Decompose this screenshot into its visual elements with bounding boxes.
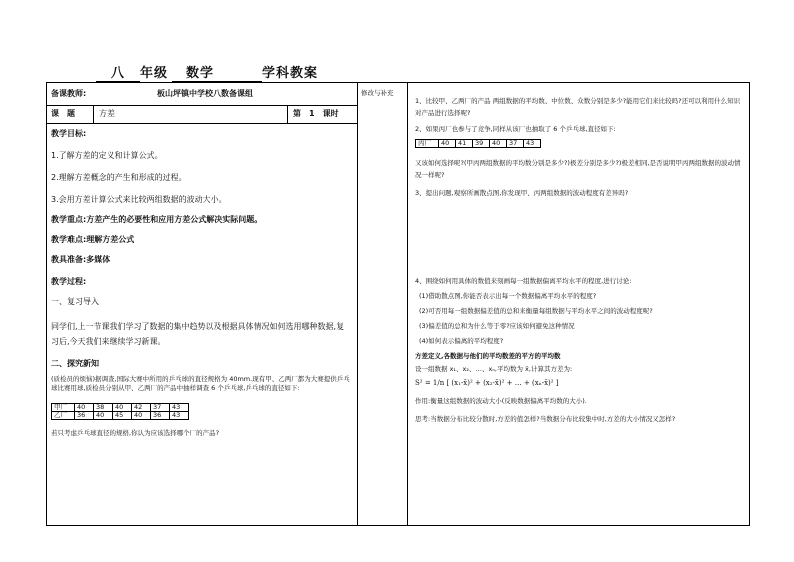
page-title [96,62,318,82]
question-4-item-1: (1)借助散点图,你能否表示出每一个数据偏离平均水平的程度? [419,292,597,300]
table-cell: 43 [170,404,189,412]
table-cell: 36 [75,412,94,420]
question-3: 3、提出问题,观察所画散点图,你发现甲、丙两组数据的波动程度有差异吗? [415,189,629,197]
objective-1: 1.了解方差的定义和计算公式。 [51,151,163,160]
tools: 教具准备:多媒体 [51,255,111,264]
divider-remarks [407,83,408,525]
question-2b: 又该如何选择呢?(甲丙两组数据的平均数分别是多少?)极差分别是多少?)极差相同,是否说明甲丙两组数据的波动情况一样呢? [415,159,741,179]
table-cell: 39 [473,140,490,148]
subject-blank [228,66,262,82]
topic-value: 方差 [99,109,115,118]
variance-setup: 设一组数据 x₁、x₂、…、xₙ,平均数为 x̄,计算其方差为: [415,365,573,373]
question-4: 4、围绕如何用具体的数值来刻画每一组数据偏离平均水平的程度,进行讨论: [415,277,632,285]
factory-question: 若只考虑乒乓球直径的规格,你认为应该选择哪个厂的产品? [51,429,220,437]
step-2-heading: 二、探究新知 [51,359,99,368]
lesson-plan-table [46,82,750,526]
table-cell: 40 [132,412,151,420]
process-title: 教学过程: [51,277,87,286]
teacher-label: 备课教师: [51,89,87,98]
divider-topic-label [93,105,94,123]
question-4-item-2: (2)可否用每一组数据偏差值的总和来衡量每组数据与平均水平之间的波动程度呢? [419,307,653,315]
objectives-title: 教学目标: [51,129,87,138]
row-line-2 [47,123,357,124]
remarks-label: 修改与补充 [361,89,394,97]
table-cell: 36 [151,412,170,420]
bing-factory-table [415,139,541,148]
row-line-1 [47,105,357,106]
table-cell: 38 [94,404,113,412]
table-cell: 37 [507,140,524,148]
subject-value: 数学 [172,62,228,82]
difficulty: 教学难点:理解方差公式 [51,235,135,244]
table-cell: 40 [113,404,132,412]
table-row [416,140,541,148]
objective-2: 2.理解方差概念的产生和形成的过程。 [51,173,187,182]
grade-value: 八 [96,62,140,82]
question-4-item-3: (3)偏差值的总和为什么等于零?应该如何避免这种情况 [419,322,575,330]
table-cell: 40 [490,140,507,148]
title-suffix: 学科教案 [262,66,319,81]
table-cell: 40 [439,140,456,148]
table-cell: 40 [94,412,113,420]
question-2: 2、如果丙厂也参与了竞争,同样从该厂也抽取了 6 个乒乓球,直径如下: [415,125,616,133]
table-row [52,412,189,420]
factory-data-table [51,403,189,420]
table-cell: 37 [151,404,170,412]
table-cell: 45 [113,412,132,420]
lesson-label: 第 1 课时 [293,109,339,118]
intro-paragraph: 同学们,上一节课我们学习了数据的集中趋势以及根据具体情况如何选用哪种数据,复习后,今天我们来继续学习新课。 [51,322,345,346]
table-cell: 40 [75,404,94,412]
table-cell: 41 [456,140,473,148]
table-cell: 丙厂 [416,140,439,148]
divider-main [357,83,358,525]
divider-lesson [287,105,288,123]
variance-think: 思考:当数据分布比较分散时,方差的值怎样?当数据分布比较集中时,方差的大小情况又怎样? [415,415,676,423]
grade-suffix: 年级 [140,66,169,81]
problem-text: (质检员的烦恼)据调查,国际大赛中所用的乒乓球的直径规格为 40mm.现有甲、乙两厂都为大赛提供乒乓球比赛用球,质检员分别从甲、乙两厂的产品中抽样调查 6 个乒乓球,乒乓球的直径如下: [51,375,350,392]
key-point: 教学重点:方差产生的必要性和应用方差公式解决实际问题。 [51,215,263,224]
table-cell: 乙厂 [52,412,75,420]
teacher-value: 板山坪镇中学校八数备课组 [157,89,253,98]
step-1-heading: 一、复习导入 [51,297,99,306]
table-cell: 甲厂 [52,404,75,412]
variance-formula: S² = 1/n [ (x₁-x̄)² + (x₂-x̄)² + … + (xₙ-x̄)² ] [415,379,559,387]
table-cell: 42 [132,404,151,412]
variance-usage: 作用:衡量这组数据的波动大小(反映数据偏离平均数的大小). [415,397,587,405]
variance-definition: 方差定义,各数据与他们的平均数差的平方的平均数 [415,352,561,360]
question-1: 1、比较甲、乙两厂的产品 两组数据的平均数、中位数、众数分别是多少?能用它们来比较吗?还可以利用什么知识对产品进行选择呢? [415,97,741,117]
objective-3: 3.会用方差计算公式来比较两组数据的波动大小。 [51,195,227,204]
table-cell: 43 [524,140,541,148]
topic-label: 课 题 [51,109,75,118]
table-cell: 43 [170,412,189,420]
question-4-item-4: (4)如何表示偏离的平均程度? [419,337,504,345]
